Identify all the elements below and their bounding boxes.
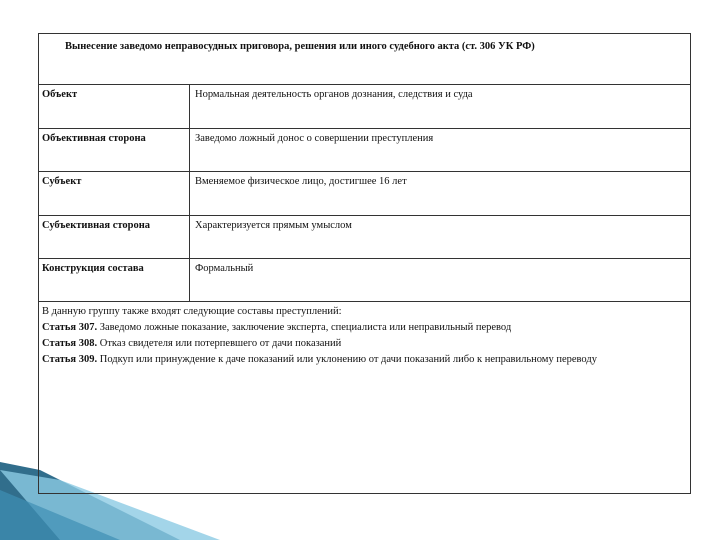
article-text: Заведомо ложные показание, заключение эксперта, специалиста или неправильный перевод bbox=[97, 322, 512, 333]
table-title-row bbox=[39, 34, 690, 85]
table-row bbox=[39, 259, 690, 302]
notes-item bbox=[42, 320, 682, 336]
table-title: Вынесение заведомо неправосудных приговора, решения или иного судебного акта (ст. 306 УК РФ) bbox=[65, 41, 535, 52]
cell-divider bbox=[189, 85, 190, 128]
row-value: Заведомо ложный донос о совершении преступления bbox=[195, 133, 434, 144]
row-label: Объективная сторона bbox=[42, 133, 146, 144]
article-number: Статья 308. bbox=[42, 338, 98, 349]
row-value: Вменяемое физическое лицо, достигшее 16 лет bbox=[195, 176, 407, 187]
article-text: Подкуп или принуждение к даче показаний или уклонению от дачи показаний либо к неправильному переводу bbox=[97, 354, 597, 365]
table-row bbox=[39, 129, 690, 172]
table-row bbox=[39, 172, 690, 216]
row-label: Субъект bbox=[42, 176, 82, 187]
row-label: Объект bbox=[42, 89, 78, 100]
related-articles bbox=[42, 304, 682, 368]
cell-divider bbox=[189, 259, 190, 301]
row-value: Характеризуется прямым умыслом bbox=[195, 220, 352, 231]
article-number: Статья 307. bbox=[42, 322, 98, 333]
article-number: Статья 309. bbox=[42, 354, 98, 365]
cell-divider bbox=[189, 216, 190, 258]
row-label: Конструкция состава bbox=[42, 263, 144, 274]
cell-divider bbox=[189, 172, 190, 215]
article-text: Отказ свидетеля или потерпевшего от дачи показаний bbox=[97, 338, 342, 349]
notes-intro: В данную группу также входят следующие составы преступлений: bbox=[42, 306, 342, 317]
table-row bbox=[39, 216, 690, 259]
notes-item bbox=[42, 336, 682, 352]
table-row bbox=[39, 85, 690, 129]
crime-table bbox=[38, 33, 691, 494]
row-value: Нормальная деятельность органов дознания, следствия и суда bbox=[195, 89, 473, 100]
row-label: Субъективная сторона bbox=[42, 220, 151, 231]
notes-item bbox=[42, 352, 682, 368]
cell-divider bbox=[189, 129, 190, 171]
row-value: Формальный bbox=[195, 263, 254, 274]
